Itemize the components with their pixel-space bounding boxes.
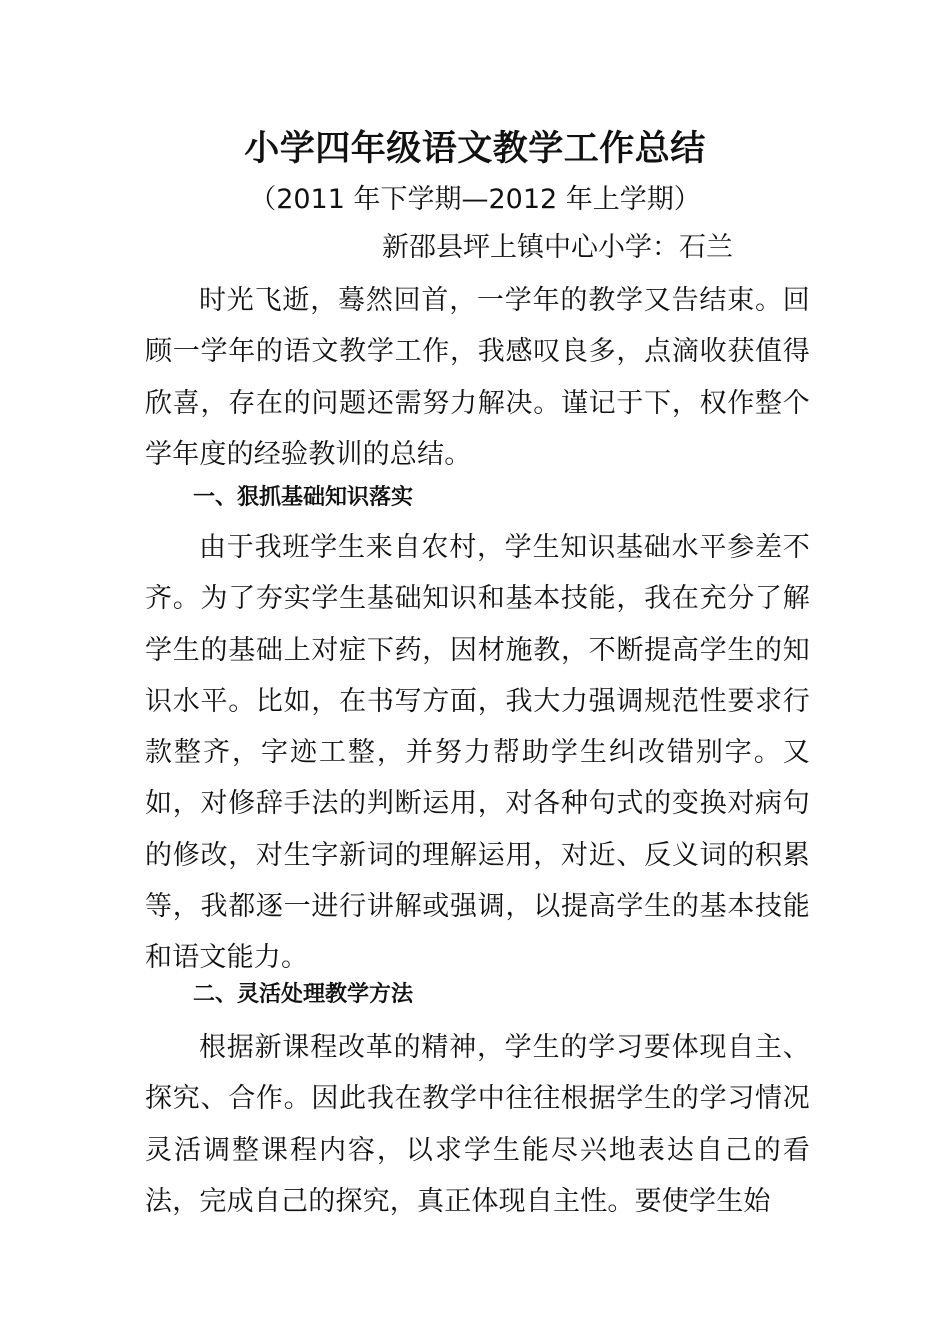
author-line: 新邵县坪上镇中心小学：石兰 [382,232,733,263]
document-subtitle: （2011 年下学期—2012 年上学期） [249,184,701,215]
section-2-paragraph: 根据新课程改革的精神，学生的学习要体现自主、探究、合作。因此我在教学中往往根据学生的学习情况灵活调整课程内容，以求学生能尽兴地表达自己的看法，完成自己的探究，真正体现自主性。要使学生始 [145,1032,810,1217]
section-heading-2: 二、灵活处理教学方法 [193,982,414,1007]
section-heading-1: 一、狠抓基础知识落实 [193,485,414,510]
document-title: 小学四年级语文教学工作总结 [244,129,706,169]
intro-paragraph: 时光飞逝，蓦然回首，一学年的教学又告结束。回顾一学年的语文教学工作，我感叹良多，点滴收获值得欣喜，存在的问题还需努力解决。谨记于下，权作整个学年度的经验教训的总结。 [145,285,810,470]
section-1-paragraph: 由于我班学生来自农村，学生知识基础水平参差不齐。为了夯实学生基础知识和基本技能，我在充分了解学生的基础上对症下药，因材施教，不断提高学生的知识水平。比如，在书写方面，我大力强调规范性要求行款整齐，字迹工整，并努力帮助学生纠改错别字。又如，对修辞手法的判断运用，对各种句式的变换对病句的修改，对生字新词的理解运用，对近、反义词的积累等，我都逐一进行讲解或强调，以提高学生的基本技能和语文能力。 [145,532,810,974]
